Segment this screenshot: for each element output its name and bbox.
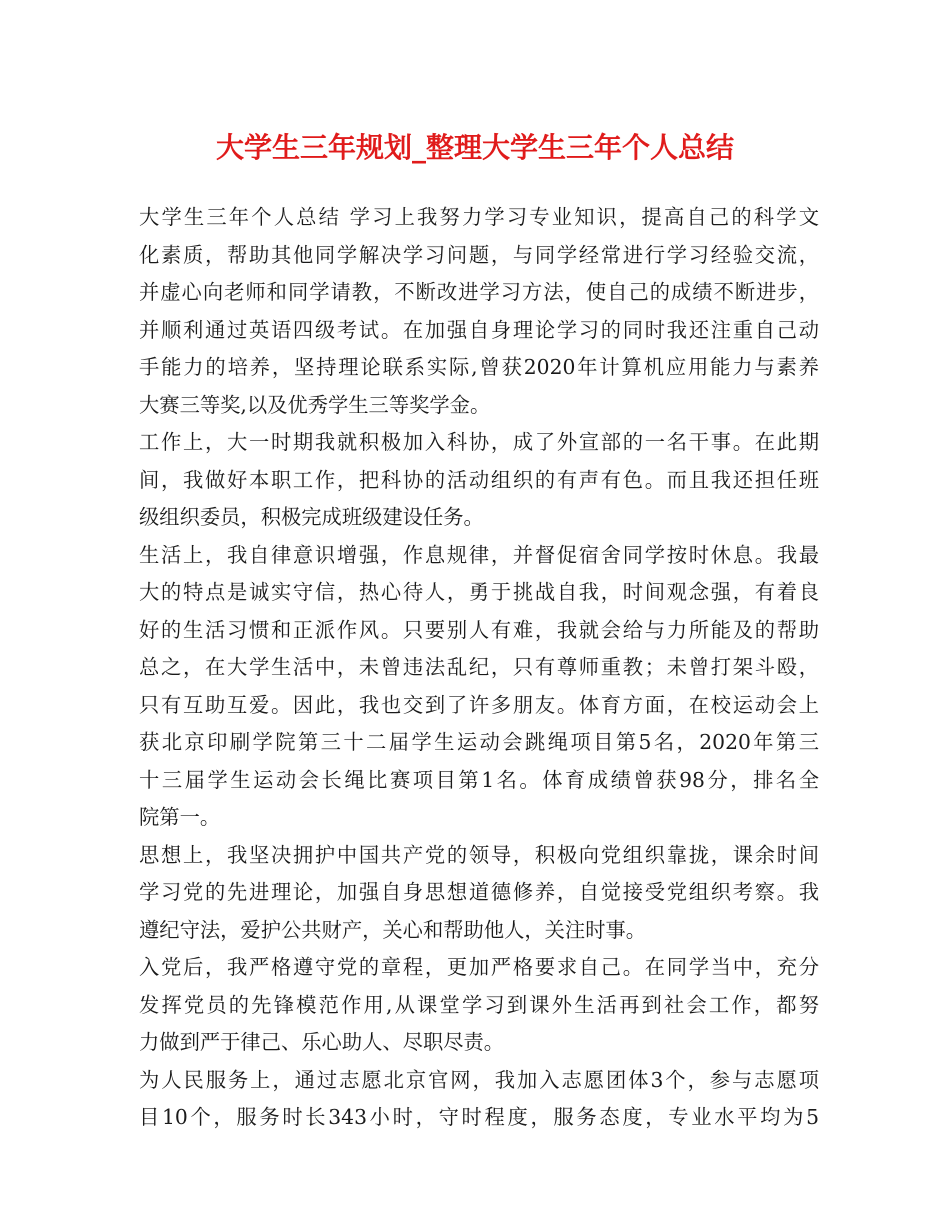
- body-line: 大的特点是诚实守信，热心待人，勇于挑战自我，时间观念强，有着良: [139, 580, 819, 604]
- body-line: 遵纪守法，爱护公共财产，关心和帮助他人，关注时事。: [139, 917, 647, 942]
- body-line: 总之，在大学生活中，未曾违法乱纪，只有尊师重教；未曾打架斗殴，: [139, 655, 819, 679]
- body-line: 工作上，大一时期我就积极加入科协，成了外宣部的一名干事。在此期: [139, 430, 819, 454]
- body-line: 十三届学生运动会长绳比赛项目第1名。体育成绩曾获98分，排名全: [139, 767, 819, 792]
- body-line: 发挥党员的先锋模范作用,从课堂学习到课外生活再到社会工作，都努: [139, 992, 819, 1017]
- body-line: 级组织委员，积极完成班级建设任务。: [139, 505, 484, 529]
- body-line: 思想上，我坚决拥护中国共产党的领导，积极向党组织靠拢，课余时间: [139, 842, 819, 867]
- body-line: 目10个，服务时长343小时，守时程度，服务态度，专业水平均为5: [139, 1105, 819, 1129]
- body-line: 好的生活习惯和正派作风。只要别人有难，我就会给与力所能及的帮助: [139, 617, 819, 642]
- document-body: [139, 199, 819, 1137]
- body-line: 大赛三等奖,以及优秀学生三等奖学金。: [139, 392, 491, 417]
- body-line: 生活上，我自律意识增强，作息规律，并督促宿舍同学按时休息。我最: [139, 542, 819, 567]
- body-line: 入党后，我严格遵守党的章程，更加严格要求自己。在同学当中，充分: [139, 955, 819, 979]
- body-line: 大学生三年个人总结 学习上我努力学习专业知识，提高自己的科学文: [139, 205, 819, 229]
- body-line: 并虚心向老师和同学请教，不断改进学习方法，使自己的成绩不断进步，: [139, 280, 819, 304]
- body-line: 力做到严于律己、乐心助人、尽职尽责。: [139, 1030, 505, 1054]
- document-title: 大学生三年规划_整理大学生三年个人总结: [215, 131, 734, 164]
- body-line: 手能力的培养，坚持理论联系实际,曾获2020年计算机应用能力与素养: [139, 355, 819, 379]
- body-line: 院第一。: [139, 805, 221, 829]
- body-line: 学习党的先进理论，加强自身思想道德修养，自觉接受党组织考察。我: [139, 880, 819, 904]
- body-line: 只有互助互爱。因此，我也交到了许多朋友。体育方面，在校运动会上: [139, 692, 819, 717]
- body-line: 为人民服务上，通过志愿北京官网，我加入志愿团体3个，参与志愿项: [139, 1067, 819, 1092]
- body-line: 间，我做好本职工作，把科协的活动组织的有声有色。而且我还担任班: [139, 467, 819, 492]
- body-line: 并顺利通过英语四级考试。在加强自身理论学习的同时我还注重自己动: [139, 317, 819, 342]
- body-line: 获北京印刷学院第三十二届学生运动会跳绳项目第5名，2020年第三: [139, 730, 819, 754]
- body-line: 化素质，帮助其他同学解决学习问题，与同学经常进行学习经验交流，: [139, 242, 819, 267]
